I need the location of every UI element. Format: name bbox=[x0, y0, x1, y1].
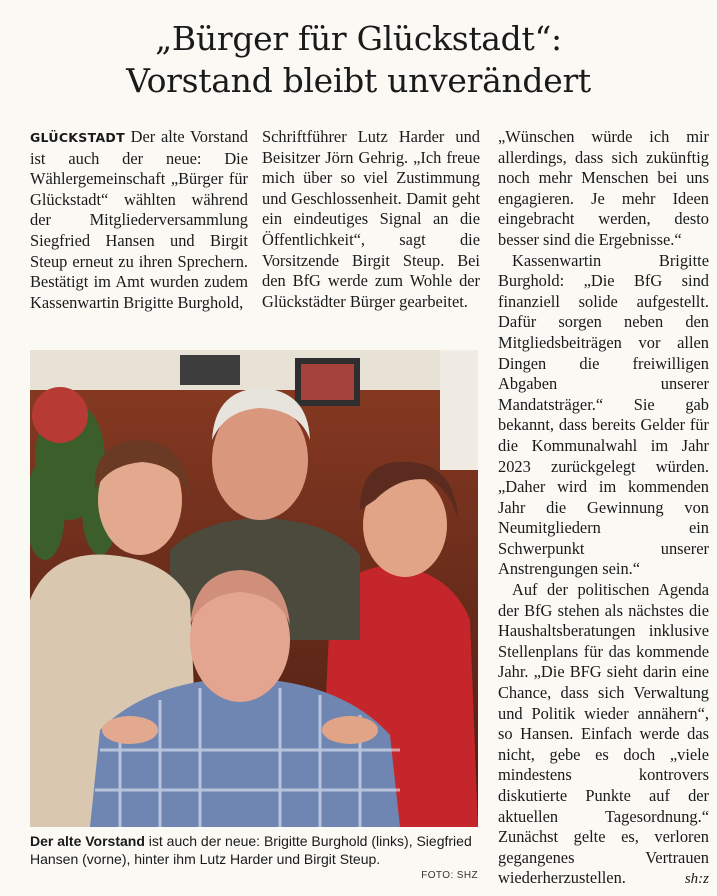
headline bbox=[0, 18, 717, 102]
article-column-2 bbox=[262, 127, 480, 312]
caption-lead: Der alte Vorstand bbox=[30, 833, 145, 849]
article-column-3 bbox=[498, 127, 709, 890]
article-column-1 bbox=[30, 127, 248, 313]
dateline: GLÜCKSTADT bbox=[30, 130, 125, 145]
article-col1-text: Der alte Vorstand ist auch der neue: Die Wählergemeinschaft „Bürger für Glückstadt“ wählten während der Mitgliederversammlung Siegfried Hansen und Birgit Steup erneut zu ihren Sprechern. Bestätigt im Amt wurden zudem Kassenwartin Brigitte Burghold, bbox=[30, 127, 248, 312]
article-col3-paragraph-2: Kassenwartin Brigitte Burghold: „Die BfG sind finanziell solide aufgestellt. Dafür sorgen neben den Mitgliedsbeiträgen vor allen Dingen die freiwilligen Abgaben unserer Mandatsträger.“ Sie gab bekannt, dass bereits Gelder für die Kommunalwahl im Jahr 2023 zurückgelegt würden. „Daher wird im kommenden Jahr die Gewinnung von Neumitgliedern ein Schwerpunkt unserer Anstrengungen sein.“ bbox=[498, 250, 709, 579]
article-col2-text: Schriftführer Lutz Harder und Beisitzer Jörn Gehrig. „Ich freue mich über so viel Zustimmung und Geschlossenheit. Damit geht ein eindeutiges Signal an die Öffentlichkeit“, sagt die Vorsitzende Birgit Steup. Bei den BfG werde zum Wohle der Glückstädter Bürger gearbeitet. bbox=[262, 127, 480, 311]
headline-line-1: „Bürger für Glückstadt“: bbox=[155, 19, 562, 58]
photo-caption bbox=[30, 832, 478, 868]
photo-credit: FOTO: SHZ bbox=[421, 870, 478, 881]
article-col3-paragraph-1: „Wünschen würde ich mir allerdings, dass sich zukünftig noch mehr Menschen bei uns engagieren. Je mehr Ideen eingebracht werden, desto besser sind die Ergebnisse.“ bbox=[498, 127, 709, 249]
caption-text: ist auch der neue: Brigitte Burghold (links), Siegfried Hansen (vorne), hinter ihm Lutz Harder und Birgit Steup. bbox=[30, 833, 472, 867]
headline-line-2: Vorstand bleibt unverändert bbox=[126, 61, 591, 100]
article-col3-paragraph-3: Auf der politischen Agenda der BfG stehen als nächstes die Haushaltsberatungen inklusive Stellenplans für das kommende Jahr. „Die BFG sieht darin eine Chance, dass sich Verwaltung und Politik wieder annähern“, so Hansen. Einfach werde das nicht, gebe es doch „viele mindestens kontrovers diskutierte Punkte auf der aktuellen Tagesordnung.“ Zunächst gelte es, verloren gegangenes Vertrauen wiederherzustellen. bbox=[498, 580, 709, 888]
author-mark: sh:z bbox=[684, 870, 709, 887]
group-photo bbox=[30, 350, 478, 827]
